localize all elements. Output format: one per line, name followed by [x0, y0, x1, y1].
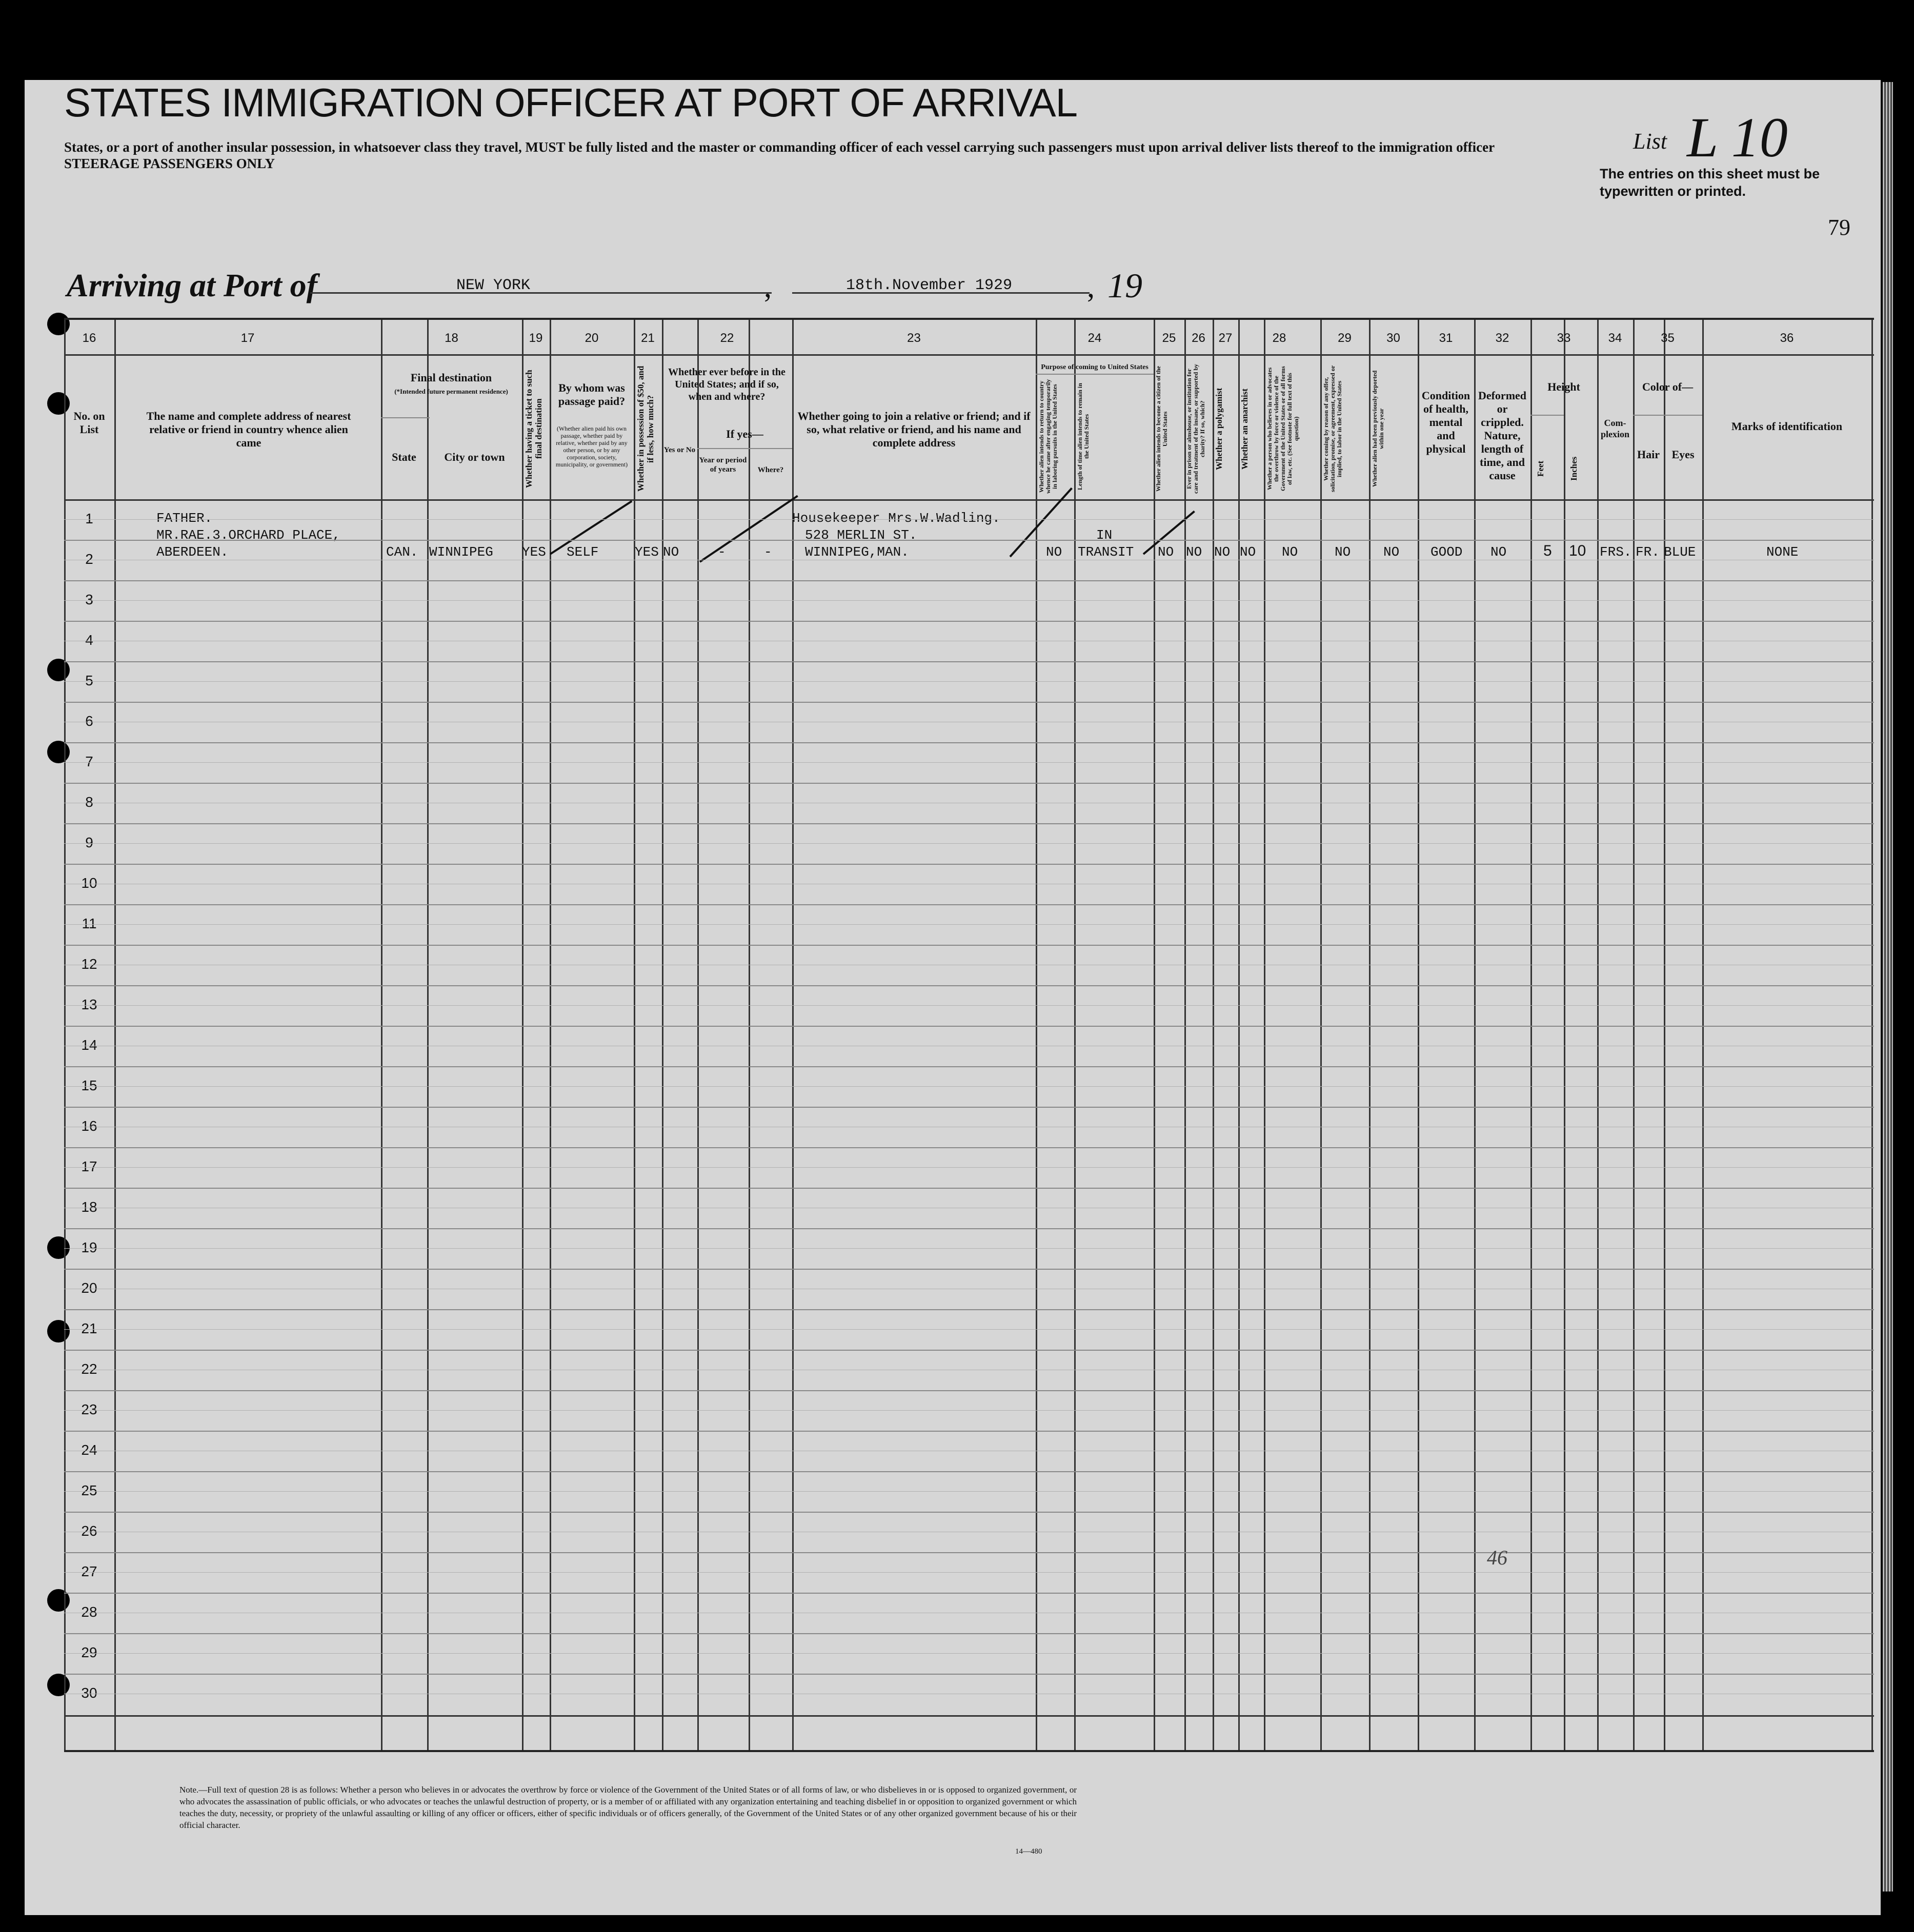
row-number: 17 — [81, 1158, 97, 1174]
column-rule — [1474, 320, 1476, 1750]
where-value: - — [764, 544, 772, 560]
row-rule — [64, 1390, 1874, 1391]
row-number: 10 — [81, 875, 97, 891]
row-number: 19 — [81, 1239, 97, 1255]
row-guide — [64, 762, 1874, 763]
row-guide — [64, 924, 1874, 925]
before-us-value: NO — [663, 544, 679, 560]
row-number: 3 — [85, 592, 93, 607]
column-rule — [1597, 320, 1599, 1750]
header-year: Year or period of years — [699, 456, 747, 474]
list-value: L 10 — [1687, 106, 1788, 169]
header-join-relative: Whether going to join a relative or friend; and if so, what relative or friend, and his name and complete address — [797, 410, 1031, 449]
header-feet: Feet — [1536, 460, 1545, 477]
row-number: 29 — [81, 1644, 97, 1660]
steerage-label: STEERAGE PASSENGERS ONLY — [64, 156, 275, 171]
manifest-table — [64, 318, 1874, 1752]
row-rule — [64, 985, 1874, 986]
row-rule — [64, 742, 1874, 743]
port-underline — [310, 292, 772, 294]
polygamist-value: NO — [1214, 544, 1231, 560]
column-number: 23 — [907, 331, 921, 345]
header-marks: Marks of identification — [1731, 420, 1843, 433]
column-rule — [1154, 320, 1155, 1750]
column-number: 18 — [445, 331, 458, 345]
column-number: 33 — [1557, 331, 1571, 345]
row-number: 12 — [81, 956, 97, 972]
row-number: 1 — [85, 511, 93, 526]
header-anarchist: Whether an anarchist — [1240, 388, 1250, 470]
header-paid-by: By whom was passage paid? — [558, 381, 626, 408]
row-rule — [64, 621, 1874, 622]
header-purpose: Purpose of coming to United States — [1041, 363, 1149, 371]
header-height: Height — [1547, 380, 1580, 393]
row-rule — [64, 1593, 1874, 1594]
row-number: 28 — [81, 1604, 97, 1620]
column-rule — [1530, 320, 1532, 1750]
column-rule — [1369, 320, 1371, 1750]
column-rule — [634, 320, 635, 1750]
row-number: 21 — [81, 1320, 97, 1336]
sub-rule — [1530, 415, 1564, 416]
row-number: 2 — [85, 551, 93, 567]
column-rule — [381, 320, 382, 1750]
row-number: 16 — [81, 1118, 97, 1134]
question-28-value: NO — [1282, 544, 1298, 560]
column-rule — [1184, 320, 1186, 1750]
relative-line: FATHER. — [156, 511, 213, 526]
bottom-rule — [64, 1715, 1874, 1717]
length-value: IN — [1096, 527, 1113, 543]
header-final-destination-note: (*Intended future permanent residence) — [394, 388, 508, 395]
row-number: 30 — [81, 1685, 97, 1701]
join-line: Housekeeper Mrs.W.Wadling. — [792, 511, 1000, 526]
row-number: 13 — [81, 996, 97, 1012]
city-value: WINNIPEG — [429, 544, 493, 560]
row-guide — [64, 1572, 1874, 1573]
row-number: 9 — [85, 835, 93, 850]
column-rule — [662, 320, 663, 1750]
column-rule — [1418, 320, 1419, 1750]
health-value: GOOD — [1431, 544, 1463, 560]
row-rule — [64, 540, 1874, 541]
row-number: 11 — [82, 916, 97, 931]
header-rule — [64, 499, 1874, 501]
header-labor-offer: Whether coming by reason of any offer, solicitation, promise, or agreement, expressed or implied, to labor in the United States — [1322, 365, 1343, 493]
row-number: 20 — [81, 1280, 97, 1296]
comma: , — [1087, 270, 1095, 303]
column-rule — [1664, 320, 1665, 1750]
header-state: State — [392, 451, 416, 463]
header-if-yes: If yes— — [726, 428, 763, 440]
row-rule — [64, 783, 1874, 784]
row-number: 4 — [85, 632, 93, 648]
column-rule — [1213, 320, 1214, 1750]
column-number: 24 — [1087, 331, 1102, 345]
sub-rule — [1633, 415, 1702, 416]
row-number: 6 — [85, 713, 93, 729]
column-rule — [114, 320, 116, 1750]
length-value: TRANSIT — [1078, 544, 1134, 560]
deformed-value: NO — [1490, 544, 1507, 560]
header-prison: Ever in prison or almshouse, or institution for care and treatment of the insane, or supported by charity? If so, which? — [1185, 364, 1206, 494]
row-rule — [64, 823, 1874, 824]
column-rule — [1871, 320, 1873, 1750]
column-number: 26 — [1192, 331, 1205, 345]
column-rule — [550, 320, 551, 1750]
row-rule — [64, 580, 1874, 581]
column-number: 31 — [1439, 331, 1453, 345]
hair-value: FR. — [1636, 544, 1660, 560]
return-value: NO — [1046, 544, 1062, 560]
column-rule — [1633, 320, 1635, 1750]
row-rule — [64, 1512, 1874, 1513]
row-rule — [64, 1431, 1874, 1432]
column-number: 16 — [82, 331, 96, 345]
check-mark — [1010, 487, 1073, 557]
column-rule — [1320, 320, 1322, 1750]
list-label: List — [1633, 129, 1667, 154]
column-number: 25 — [1162, 331, 1176, 345]
column-number: 29 — [1338, 331, 1352, 345]
row-rule — [64, 1552, 1874, 1553]
citizen-value: NO — [1158, 544, 1174, 560]
typewritten-note: The entries on this sheet must be typewritten or printed. — [1600, 166, 1820, 199]
header-question-28: Whether a person who believes in or advocates the overthrow by force or violence of the Government of the United States or of all forms of law, etc. (See footnote for full text of this question) — [1266, 366, 1300, 492]
row-guide — [64, 1086, 1874, 1087]
row-guide — [64, 1329, 1874, 1330]
row-number: 22 — [81, 1361, 97, 1377]
header-ever-before: Whether ever before in the United States; and if so, when and where? — [668, 367, 785, 402]
header-length: Length of time alien intends to remain in the United States — [1076, 383, 1090, 490]
row-rule — [64, 1228, 1874, 1229]
year-value: - — [718, 544, 726, 560]
row-guide — [64, 600, 1874, 601]
inches-value: 10 — [1569, 542, 1586, 559]
column-number: 27 — [1218, 331, 1233, 345]
row-rule — [64, 1066, 1874, 1067]
header-relative: The name and complete address of nearest relative or friend in country whence alien came — [146, 410, 351, 449]
row-number: 24 — [81, 1442, 97, 1458]
column-rule — [1564, 320, 1565, 1750]
row-guide — [64, 681, 1874, 682]
row-number: 26 — [81, 1523, 97, 1539]
header-inches: Inches — [1569, 456, 1579, 481]
state-value: CAN. — [386, 544, 418, 560]
row-number: 25 — [81, 1482, 97, 1498]
column-number: 21 — [641, 331, 655, 345]
comma: , — [764, 270, 772, 303]
row-rule — [64, 864, 1874, 865]
header-deported: Whether alien had been previously deported within one year — [1371, 370, 1385, 487]
row-number: 15 — [81, 1077, 97, 1093]
pencil-mark: 46 — [1487, 1546, 1507, 1569]
page-number: 79 — [1828, 215, 1850, 240]
row-guide — [64, 519, 1874, 520]
column-rule — [749, 320, 750, 1750]
header-polygamist: Whether a polygamist — [1214, 388, 1224, 470]
row-rule — [64, 1471, 1874, 1472]
header-final-destination: Final destination — [410, 371, 492, 384]
header-eyes: Eyes — [1671, 448, 1695, 461]
column-number: 28 — [1272, 331, 1286, 345]
column-number: 35 — [1661, 331, 1675, 345]
column-rule — [1264, 320, 1265, 1750]
row-number: 8 — [85, 794, 93, 810]
row-guide — [64, 1491, 1874, 1492]
page-title: STATES IMMIGRATION OFFICER AT PORT OF ARRIVAL — [64, 80, 1078, 125]
year-label: 19 — [1107, 266, 1142, 305]
date-value: 18th.November 1929 — [846, 277, 1013, 294]
page-edges — [1883, 82, 1893, 1892]
row-rule — [64, 1309, 1874, 1310]
footnote: Note.—Full text of question 28 is as follows: Whether a person who believes in or advocates the overthrow by force or violence of the Government of the United States or of all forms of law, or who disbelieves in or is opposed to organized government, or who advocates the assassination of public officials, or who advocates or teaches the unlawful destruction of property, or is a member of or affiliated with any organization entertaining and teaching disbelief in or opposition to organized government or which teaches the duty, necessity, or propriety of the unlawful assaulting or killing of any officer or officers, either of specific individuals or of officers generally, of the Government of the United States or of any other organized government because of his or their official character. — [179, 1785, 1077, 1830]
row-number: 7 — [85, 754, 93, 769]
row-rule — [64, 1269, 1874, 1270]
row-rule — [64, 661, 1874, 662]
row-rule — [64, 1674, 1874, 1675]
row-guide — [64, 1005, 1874, 1006]
row-guide — [64, 1410, 1874, 1411]
labor-offer-value: NO — [1335, 544, 1351, 560]
form-code: 14—480 — [1015, 1847, 1042, 1856]
column-rule — [1036, 320, 1037, 1750]
join-line: WINNIPEG,MAN. — [805, 544, 909, 560]
row-rule — [64, 904, 1874, 905]
row-rule — [64, 1026, 1874, 1027]
paid-by-value: SELF — [567, 544, 599, 560]
relative-line: MR.RAE.3.ORCHARD PLACE, — [156, 527, 340, 543]
column-rule — [1238, 320, 1240, 1750]
row-number: 23 — [81, 1401, 97, 1417]
complexion-value: FRS. — [1600, 544, 1632, 560]
arriving-label: Arriving at Port of — [67, 267, 317, 303]
column-rule — [1074, 320, 1076, 1750]
join-line: 528 MERLIN ST. — [805, 527, 917, 543]
column-number: 17 — [240, 331, 255, 345]
header-fifty-dollars: Whether in possession of $50, and if less, how much? — [636, 365, 655, 492]
ticket-value: YES — [522, 544, 546, 560]
header-color-of: Color of— — [1642, 380, 1694, 393]
row-guide — [64, 843, 1874, 844]
header-complexion: Com-plexion — [1600, 418, 1629, 439]
subtitle: States, or a port of another insular possession, in whatsoever class they travel, MUST be fully listed and the master or commanding officer of each vessel carrying such passengers must upon arrival deliver lists thereof to the immigration officer — [64, 139, 1495, 155]
column-rule — [1702, 320, 1704, 1750]
column-number: 30 — [1386, 331, 1400, 345]
port-value: NEW YORK — [456, 277, 531, 294]
column-rule — [792, 320, 794, 1750]
column-number: 34 — [1608, 331, 1622, 345]
header-no-on-list: No. on List — [73, 410, 105, 436]
column-rule — [427, 320, 429, 1750]
row-number: 5 — [85, 673, 93, 688]
row-rule — [64, 1147, 1874, 1148]
header-return: Whether alien intends to return to country whence he came after engaging temporarily in laboring pursuits in the United States — [1038, 379, 1058, 494]
row-number: 27 — [81, 1563, 97, 1579]
sub-rule — [381, 417, 430, 418]
header-paid-by-note: (Whether alien paid his own passage, whether paid by relative, whether paid by any other person, or by any corporation, society, municipality, or government) — [555, 425, 628, 468]
column-number: 22 — [720, 331, 734, 345]
column-number: 32 — [1495, 331, 1509, 345]
header-deformed: Deformed or crippled. Nature, length of time, and cause — [1478, 389, 1527, 482]
eyes-value: BLUE — [1664, 544, 1696, 560]
row-number: 14 — [81, 1037, 97, 1053]
sub-rule — [697, 448, 792, 449]
row-rule — [64, 945, 1874, 946]
row-guide — [64, 1167, 1874, 1168]
marks-value: NONE — [1766, 544, 1799, 560]
feet-value: 5 — [1543, 542, 1552, 559]
deported-value: NO — [1383, 544, 1400, 560]
row-rule — [64, 702, 1874, 703]
row-rule — [64, 1633, 1874, 1634]
prison-value: NO — [1186, 544, 1202, 560]
relative-line: ABERDEEN. — [156, 544, 229, 560]
anarchist-value: NO — [1240, 544, 1256, 560]
column-rule — [697, 320, 699, 1750]
row-guide — [64, 1248, 1874, 1249]
header-where: Where? — [757, 466, 784, 474]
column-number: 36 — [1780, 331, 1794, 345]
row-rule — [64, 1350, 1874, 1351]
header-health: Condition of health, mental and physical — [1421, 389, 1470, 455]
column-number: 19 — [529, 331, 543, 345]
row-number: 18 — [81, 1199, 97, 1215]
header-citizen: Whether alien intends to become a citizen of the United States — [1155, 365, 1168, 492]
header-city: City or town — [444, 451, 505, 463]
row-guide — [64, 1653, 1874, 1654]
header-rule — [64, 354, 1874, 356]
column-number: 20 — [585, 331, 599, 345]
header-yes-no: Yes or No — [663, 446, 696, 454]
header-ticket: Whether having a ticket to such final destination — [524, 370, 543, 488]
row-rule — [64, 1188, 1874, 1189]
column-rule — [522, 320, 523, 1750]
row-rule — [64, 1107, 1874, 1108]
header-hair: Hair — [1637, 448, 1660, 461]
money-value: YES — [635, 544, 659, 560]
